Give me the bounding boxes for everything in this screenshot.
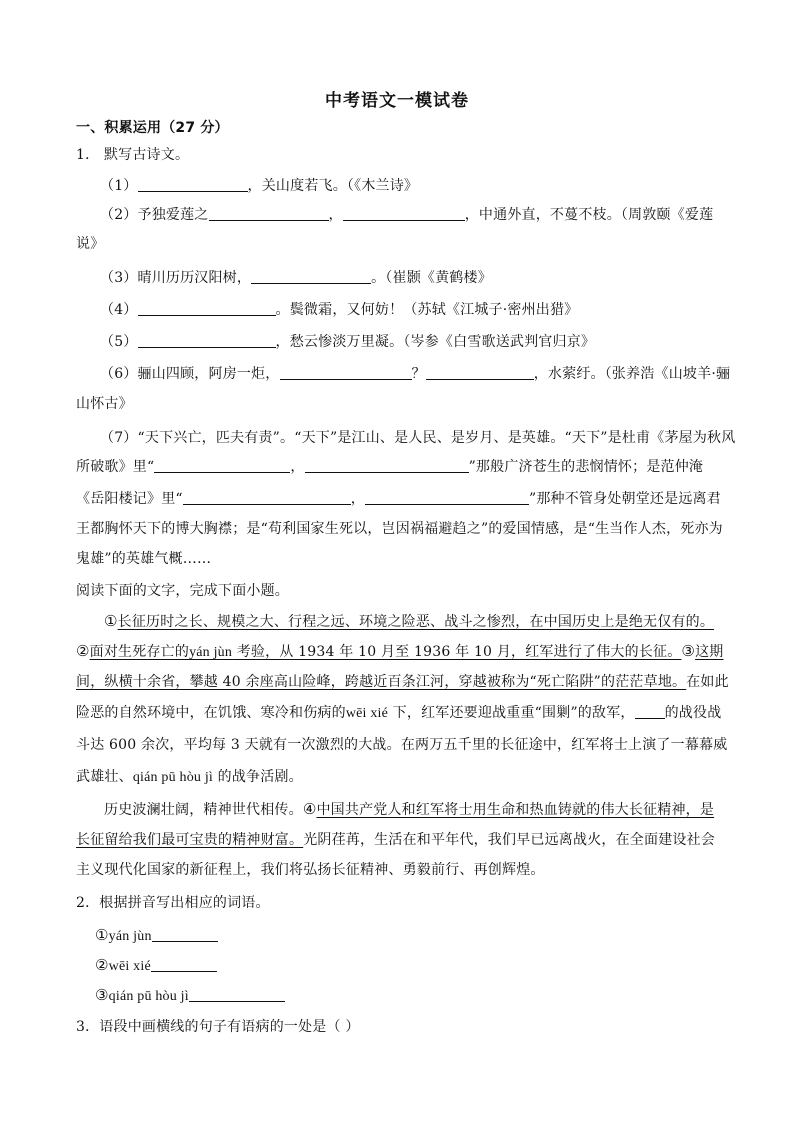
passage-line	[76, 704, 721, 723]
q1-item-2	[100, 206, 713, 224]
q1-item-4	[100, 301, 578, 319]
answer-blank[interactable]	[365, 490, 529, 505]
section-heading: 一、积累运用（27 分）	[76, 120, 229, 136]
q1-item-7-line-1: （7）“天下兴亡，匹夫有责”。“天下”是江山、是人民、是岁月、是英雄。“天下”是杜甫《茅屋为秋风	[100, 430, 736, 446]
pinyin-prompt: yán jùn	[108, 929, 152, 944]
q1-item-7-text: 《岳阳楼记》里“	[76, 491, 183, 507]
sentence-marker: ④	[302, 800, 317, 818]
passage-text: 光阴荏苒，生活在和平年代，我们早已远离战火，在全面建设社会	[303, 832, 716, 848]
answer-blank[interactable]	[209, 206, 329, 221]
item-marker: ②	[95, 956, 109, 974]
passage-line	[76, 831, 715, 849]
q1-item-6-question: ？	[411, 366, 426, 382]
answer-blank[interactable]	[138, 333, 276, 348]
underlined-sentence-3: 这期	[695, 644, 724, 660]
q1-item-2-source: ，中通外直，不蔓不枝。（周敦颐《爱莲	[464, 207, 714, 223]
q1-item-7-line-5: 鬼雄”的英雄气概……	[76, 551, 212, 567]
answer-blank[interactable]	[305, 458, 469, 473]
answer-blank[interactable]	[138, 301, 276, 316]
q1-item-4-text: 。鬓微霜，又何妨！（苏轼《江城子·密州出猎》	[275, 302, 579, 318]
sentence-marker: ③	[681, 642, 696, 660]
q2-item-3	[95, 986, 285, 1006]
passage-line	[104, 800, 714, 819]
underlined-sentence-3: 间，纵横十余省，攀越 40 余座高山险峰，跨越近百条江河，穿越被称为“死亡陷阱”的茫茫草地。	[76, 674, 687, 690]
reading-instruction: 阅读下面的文字，完成下面小题。	[76, 583, 289, 599]
item-marker: ③	[95, 986, 109, 1004]
answer-blank[interactable]	[151, 957, 217, 972]
q1-item-7-text: ”那般广济苍生的悲悯情怀；是范仲淹	[468, 459, 704, 475]
passage-text: 险恶的自然环境中，在饥饿、寒冷和伤病的	[76, 705, 346, 721]
q1-item-4-number: （4）	[100, 302, 138, 318]
fill-blank[interactable]	[635, 704, 665, 719]
passage-text: 在如此	[686, 674, 729, 690]
question-2-stem: 2．根据拼音写出相应的词语。	[76, 895, 270, 911]
passage-text: 历史波澜壮阔，精神世代相传。	[104, 802, 303, 818]
q1-item-7-comma: ，	[350, 491, 365, 507]
q1-item-3	[100, 269, 492, 287]
pinyin-3: qián pū hòu jì	[132, 770, 213, 785]
q1-item-7-text: 所破歌》里“	[76, 459, 155, 475]
passage-text: 的战争活剧。	[213, 769, 303, 785]
passage-line	[76, 768, 303, 787]
answer-blank[interactable]	[280, 365, 412, 380]
question-3-stem: 3．语段中画横线的句子有语病的一处是（ ）	[76, 1019, 360, 1035]
answer-blank[interactable]	[183, 490, 351, 505]
sentence-marker: ①	[104, 612, 118, 630]
question-1-stem: 1． 默写古诗文。	[76, 147, 190, 163]
q1-item-6-text: （6）骊山四顾，阿房一炬，	[100, 366, 280, 382]
passage-text: 的战役战	[664, 705, 722, 721]
pinyin-2: wēi xié	[345, 706, 389, 721]
q1-item-6-source: ，水萦纡。（张养浩《山坡羊·骊	[533, 366, 731, 382]
q1-item-2-comma: ，	[328, 207, 343, 223]
q1-item-7-line-3	[76, 490, 721, 508]
answer-blank[interactable]	[154, 458, 290, 473]
underlined-sentence-4: 长征留给我们最可宝贵的精神财富。	[76, 832, 304, 848]
passage-line	[104, 612, 714, 631]
q1-item-3-source: 。（崔颢《黄鹤楼》	[371, 270, 492, 286]
q1-item-1	[100, 177, 418, 195]
q1-item-3-text: （3）晴川历历汉阳树，	[100, 270, 252, 286]
passage-line: 主义现代化国家的新征程上，我们将弘扬长征精神、勇毅前行、再创辉煌。	[76, 862, 545, 878]
q1-item-5	[100, 333, 595, 351]
sentence-marker: ②	[76, 642, 90, 660]
q1-item-7-comma: ，	[290, 459, 305, 475]
item-marker: ①	[95, 926, 109, 944]
answer-blank[interactable]	[343, 206, 465, 221]
q1-item-7-line-4: 王都胸怀天下的博大胸襟；是“苟利国家生死以，岂因祸福避趋之”的爱国情感，是“生当作人杰，死亦为	[76, 521, 723, 537]
q1-item-6-cont: 山怀古》	[76, 396, 133, 412]
passage-line: 斗达 600 余次，平均每 3 天就有一次激烈的大战。在两万五千里的长征途中，红军将士上演了一幕幕威	[76, 737, 728, 753]
q2-item-2	[95, 956, 217, 976]
answer-blank[interactable]	[152, 927, 218, 942]
passage-text: 武雄壮、	[76, 769, 133, 785]
answer-blank[interactable]	[138, 177, 248, 192]
q1-item-7-line-2	[76, 458, 703, 476]
q1-item-5-number: （5）	[100, 334, 138, 350]
q1-item-2-text: （2）予独爱莲之	[100, 207, 209, 223]
underlined-sentence-4: 中国共产党人和红军将士用生命和热血铸就的伟大长征精神，是	[316, 802, 715, 818]
passage-line	[76, 642, 723, 662]
pinyin-prompt: qián pū hòu jì	[108, 989, 189, 1004]
q2-item-1	[95, 926, 218, 946]
pinyin-1: yán jùn	[189, 645, 233, 660]
underlined-sentence-1: 长征历时之长、规模之大、行程之远、环境之险恶、战斗之惨烈，在中国历史上是绝无仅有的。	[117, 614, 715, 630]
passage-text: 下，红军还要迎战重重“围剿”的敌军，	[388, 705, 635, 721]
underlined-sentence-2: 面对生死存亡的	[89, 644, 190, 660]
q1-item-1-text: ，关山度若飞。（《木兰诗》	[247, 178, 419, 194]
q1-item-1-number: （1）	[100, 178, 138, 194]
q1-item-5-text: ，愁云惨淡万里凝。（岑参《白雪歌送武判官归京》	[275, 334, 596, 350]
passage-line	[76, 673, 729, 691]
answer-blank[interactable]	[251, 269, 371, 284]
q1-item-7-text: ”那种不管身处朝堂还是远离君	[528, 491, 721, 507]
pinyin-prompt: wēi xié	[108, 959, 151, 974]
underlined-sentence-2: 考验，从 1934 年 10 月至 1936 年 10 月，红军进行了伟大的长征。	[232, 644, 682, 660]
page-title: 中考语文一模试卷	[325, 91, 469, 111]
q1-item-6	[100, 365, 730, 383]
answer-blank[interactable]	[426, 365, 534, 380]
answer-blank[interactable]	[189, 987, 285, 1002]
q1-item-2-cont: 说》	[76, 236, 105, 252]
